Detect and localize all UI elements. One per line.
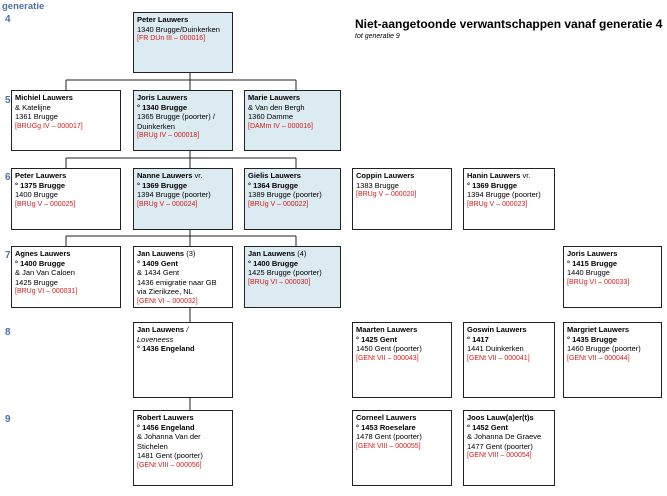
- person-detail: 1361 Brugge: [15, 112, 58, 122]
- person-detail: & Jan Van Caloen: [15, 268, 75, 278]
- person-name: Peter Lauwers: [137, 15, 189, 24]
- person-name-suffix: (4): [297, 249, 307, 258]
- person-name-suffix: (3): [186, 249, 196, 258]
- person-name: Joris Lauwers: [137, 93, 188, 102]
- person-box-goswin-lauwers: [463, 322, 555, 398]
- diagram-subtitle: tot generatie 9: [355, 33, 400, 40]
- person-detail: 1477 Gent (poorter): [467, 441, 533, 451]
- person-birth: ° 1369 Brugge: [137, 180, 188, 190]
- person-name: Jan Lauwens: [137, 249, 185, 258]
- person-reference: [BRUg V – 000024]: [137, 200, 198, 208]
- person-reference: [GENt VI – 000032]: [137, 297, 198, 305]
- person-box-jan-lauwens-loveneess: [133, 322, 233, 398]
- person-box-michiel-lauwers: [11, 90, 121, 151]
- person-name: Jan Lauwens: [248, 249, 296, 258]
- person-box-joris-lauwers-1340: [133, 90, 233, 151]
- person-name: Joris Lauwers: [567, 249, 618, 258]
- person-reference: [BRUg IV – 000018]: [137, 132, 200, 140]
- person-reference: [GENt VIII – 000055]: [356, 442, 421, 450]
- diagram-title: Niet-aangetoonde verwantschappen vanaf generatie 4: [355, 17, 663, 31]
- person-birth: ° 1375 Brugge: [15, 180, 66, 190]
- person-name: Maarten Lauwers: [356, 325, 418, 334]
- person-detail: 1383 Brugge: [356, 180, 399, 190]
- generation-label-4: 4: [5, 14, 11, 25]
- person-reference: [BRUg VI – 000031]: [15, 288, 78, 296]
- person-reference: [BRUg V – 000022]: [248, 200, 309, 208]
- person-box-peter-lauwers-1375: [11, 168, 121, 230]
- person-detail: 1394 Brugge (poorter): [137, 190, 211, 200]
- person-name-suffix: /: [186, 325, 189, 334]
- person-name: Peter Lauwers: [15, 171, 67, 180]
- person-name: Margriet Lauwers: [567, 325, 630, 334]
- person-reference: [GENt VIII – 000054]: [467, 452, 532, 460]
- person-detail: Stichelen: [137, 441, 168, 451]
- person-birth: ° 1417: [467, 334, 489, 344]
- person-detail: & 1434 Gent: [137, 268, 180, 278]
- person-birth: ° 1453 Roeselare: [356, 422, 416, 432]
- person-name: Nanne Lauwers: [137, 171, 193, 180]
- person-box-robert-lauwers: [133, 410, 233, 486]
- person-detail: 1365 Brugge (poorter) /: [137, 112, 215, 122]
- person-birth: ° 1415 Brugge: [567, 258, 618, 268]
- person-reference: [GENt VIII – 000056]: [137, 461, 202, 469]
- generation-header: generatie: [2, 1, 45, 12]
- person-birth: ° 1452 Gent: [467, 422, 508, 432]
- person-detail: 1425 Brugge: [15, 277, 58, 287]
- person-reference: [BRUg VI – 000030]: [248, 278, 311, 286]
- person-birth: ° 1340 Brugge: [137, 102, 188, 112]
- person-name: Hanin Lauwers: [467, 171, 521, 180]
- person-name-suffix: vr.: [522, 171, 531, 180]
- person-birth: ° 1364 Brugge: [248, 180, 299, 190]
- person-detail: 1436 emigratie naar GB: [137, 277, 217, 287]
- person-name-row: [248, 249, 337, 259]
- person-box-coppin-lauwers: [352, 168, 452, 230]
- person-box-maarten-lauwers: [352, 322, 452, 398]
- person-box-jan-lauwens-4: [244, 246, 341, 308]
- person-box-corneel-lauwers: [352, 410, 452, 486]
- person-name: Joos Lauw(a)er(t)s: [467, 413, 534, 422]
- person-reference: [GENt VII – 000041]: [467, 354, 530, 362]
- person-box-margriet-lauwers: [563, 322, 662, 398]
- person-detail: 1481 Gent (poorter): [137, 451, 203, 461]
- person-birth: ° 1400 Brugge: [15, 258, 66, 268]
- person-reference: [BRUg VI – 000033]: [567, 278, 630, 286]
- person-birth: ° 1425 Gent: [356, 334, 397, 344]
- person-detail: 1460 Brugge (poorter): [567, 344, 641, 354]
- person-box-nanne-lauwers: [133, 168, 233, 230]
- person-birth: ° 1456 Engeland: [137, 422, 195, 432]
- person-name-row: [137, 249, 229, 259]
- person-box-hanin-lauwers: [463, 168, 555, 230]
- person-box-agnes-lauwers: [11, 246, 121, 308]
- person-name-row: [137, 325, 229, 335]
- person-name: Michiel Lauwers: [15, 93, 73, 102]
- person-box-joos-lauwaerts: [463, 410, 555, 486]
- person-alt-name: Loveneess: [137, 334, 174, 344]
- person-name: Coppin Lauwers: [356, 171, 415, 180]
- person-box-peter-lauwers-1340: [133, 12, 233, 73]
- person-detail: 1425 Brugge (poorter): [248, 268, 322, 278]
- generation-label-6: 6: [5, 172, 11, 183]
- person-reference: [DAMm IV – 000016]: [248, 122, 313, 130]
- person-detail: 1441 Duinkerken: [467, 344, 524, 354]
- person-name: Robert Lauwers: [137, 413, 194, 422]
- generation-label-9: 9: [5, 414, 11, 425]
- person-birth: ° 1369 Brugge: [467, 180, 518, 190]
- person-birth: ° 1436 Engeland: [137, 344, 195, 354]
- person-detail: 1340 Brugge/Duinkerken: [137, 24, 220, 34]
- person-detail: 1478 Gent (poorter): [356, 432, 422, 442]
- person-name: Goswin Lauwers: [467, 325, 527, 334]
- person-detail: 1440 Brugge: [567, 268, 610, 278]
- person-reference: [FR DUn III – 000016]: [137, 35, 206, 43]
- person-name: Marie Lauwers: [248, 93, 301, 102]
- person-birth: ° 1400 Brugge: [248, 258, 299, 268]
- person-reference: [GENt VII – 000044]: [567, 354, 630, 362]
- person-name-suffix: vr.: [194, 171, 203, 180]
- person-reference: [BRUg V – 000025]: [15, 200, 76, 208]
- person-detail: 1400 Brugge: [15, 190, 58, 200]
- generation-label-8: 8: [5, 327, 11, 338]
- person-detail: 1394 Brugge (poorter): [467, 190, 541, 200]
- person-birth: ° 1435 Brugge: [567, 334, 618, 344]
- person-detail: 1389 Brugge (poorter): [248, 190, 322, 200]
- person-box-marie-lauwers: [244, 90, 341, 151]
- person-detail: Duinkerken: [137, 121, 175, 131]
- person-detail: via Zierikzee, NL: [137, 287, 193, 297]
- person-name-row: [467, 171, 551, 181]
- person-name: Jan Lauwens: [137, 325, 185, 334]
- person-detail: & Katelijne: [15, 102, 51, 112]
- person-box-gielis-lauwers: [244, 168, 341, 230]
- person-birth: ° 1409 Gent: [137, 258, 178, 268]
- person-reference: [BRUg V – 000023]: [467, 200, 528, 208]
- person-detail: & Van den Bergh: [248, 102, 305, 112]
- person-detail: & Johanna Van der: [137, 432, 201, 442]
- person-detail: 1360 Damme: [248, 112, 294, 122]
- person-box-joris-lauwers-1415: [563, 246, 662, 308]
- person-reference: [GENt VII – 000043]: [356, 354, 419, 362]
- person-name: Corneel Lauwers: [356, 413, 417, 422]
- generation-label-5: 5: [5, 95, 11, 106]
- person-reference: [BRUGg IV – 000017]: [15, 122, 83, 130]
- person-box-jan-lauwens-3: [133, 246, 233, 308]
- person-name-row: [137, 171, 229, 181]
- person-name: Agnes Lauwers: [15, 249, 71, 258]
- person-name: Gielis Lauwers: [248, 171, 301, 180]
- person-detail: & Johanna De Graeve: [467, 432, 542, 442]
- person-detail: 1450 Gent (poorter): [356, 344, 422, 354]
- generation-label-7: 7: [5, 250, 11, 261]
- person-reference: [BRUg V – 000020]: [356, 191, 417, 199]
